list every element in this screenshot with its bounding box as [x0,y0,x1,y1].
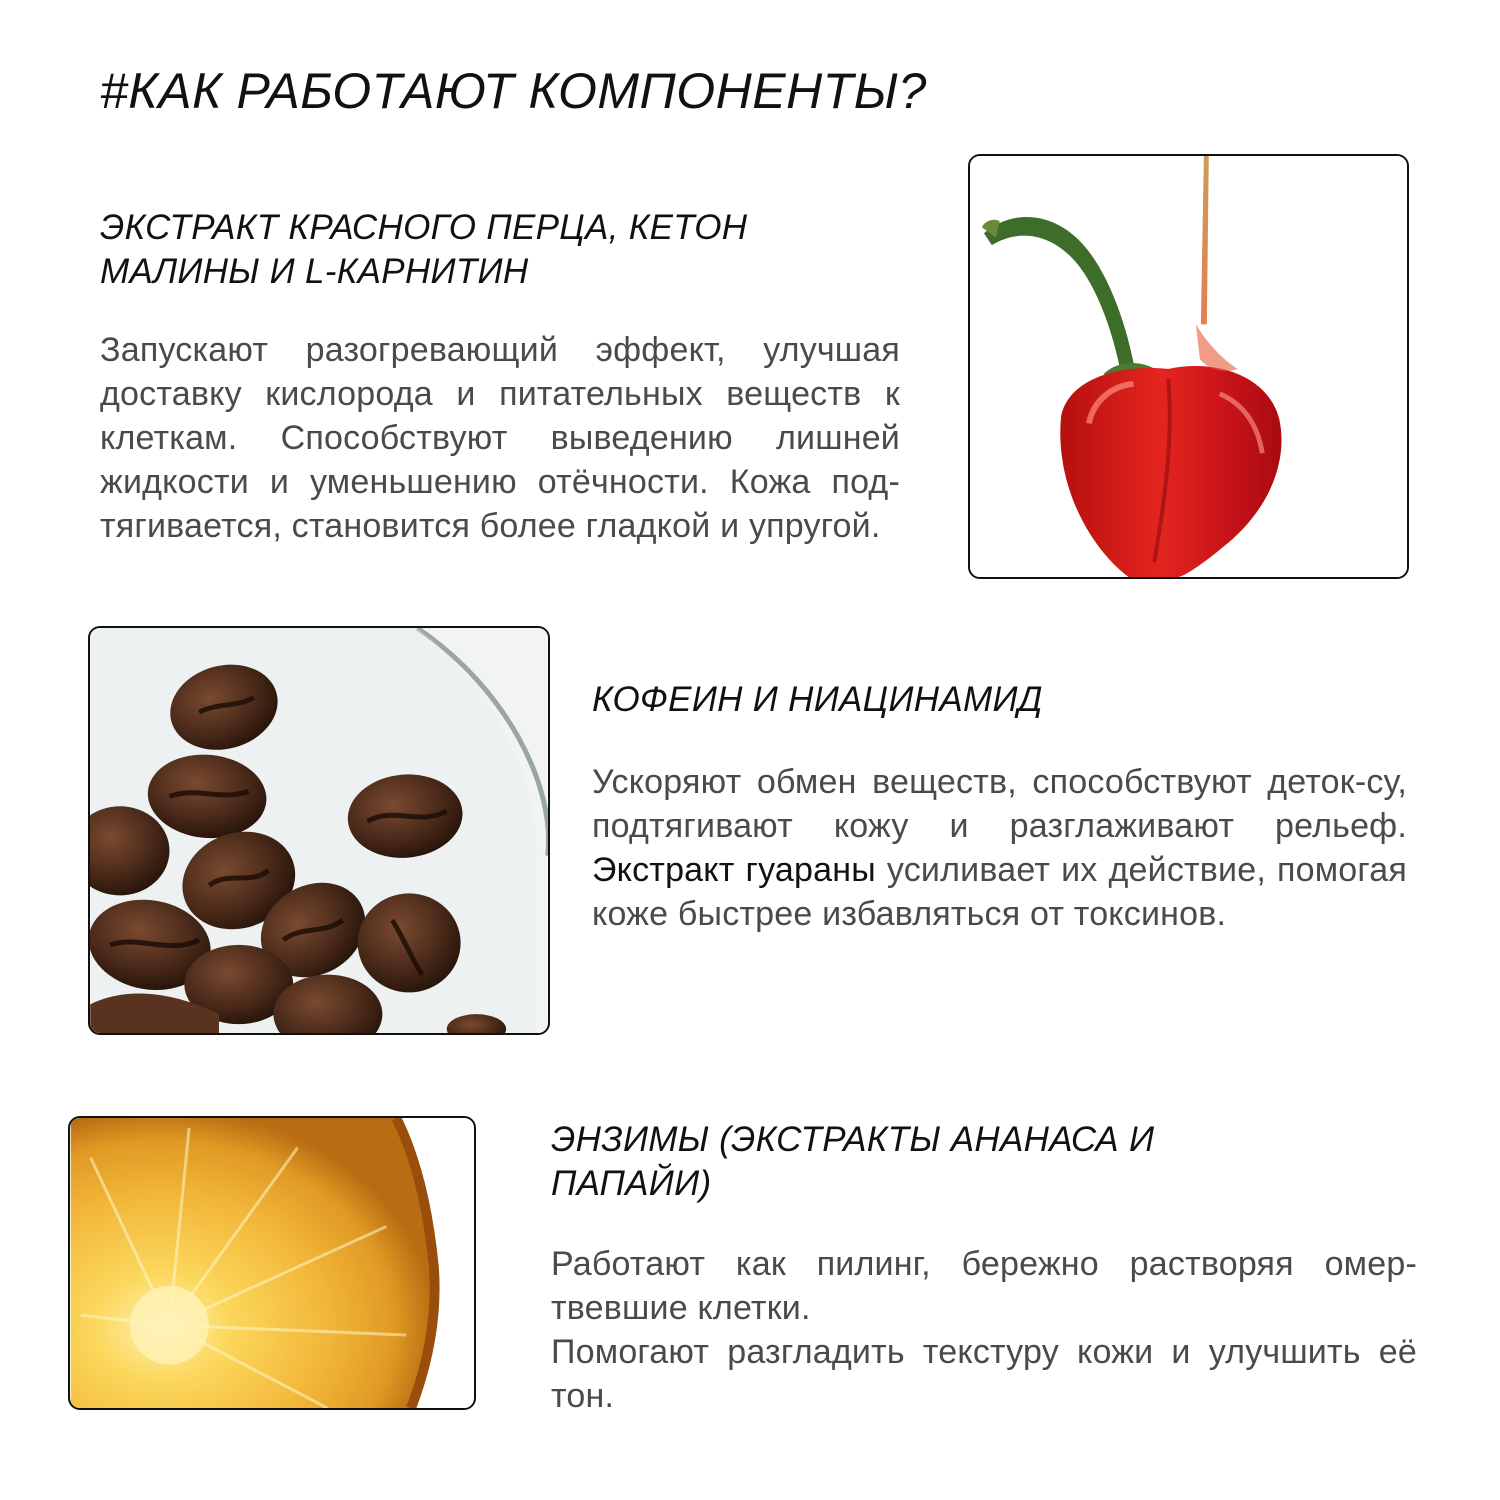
heading-line: ЭКСТРАКТ КРАСНОГО ПЕРЦА, КЕТОН [100,208,748,247]
section-body-enzymes-1: Работают как пилинг, бережно растворяя омер-твевшие клетки. [551,1245,1417,1327]
heading-line: ЭНЗИМЫ (ЭКСТРАКТЫ АНАНАСА И [551,1120,1155,1159]
section-body-pepper: Запускают разогревающий эффект, улучшая доставку кислорода и питательных веществ к клеткам. Способствуют выведению лишней жидкости и уменьшению отёчности. Кожа под-тягивается, становится более гладкой и упругой. [100,331,900,545]
coffee-beans-photo [88,626,550,1035]
pineapple-slice-photo [68,1116,476,1410]
body-text-part: усиливает их действие, помогая коже быстрее избавляться от токсинов. [592,851,1407,933]
red-pepper-photo [968,154,1409,579]
section-body-coffee [592,760,1407,936]
section-heading-enzymes [551,1118,1154,1206]
heading-line: МАЛИНЫ И L-КАРНИТИН [100,252,529,291]
pineapple-slice-icon [70,1118,474,1408]
red-pepper-icon [970,156,1407,577]
section-body-enzymes-2: Помогают разгладить текстуру кожи и улучшить её тон. [551,1333,1417,1415]
highlight-guarana: Экстракт гуараны [592,851,876,889]
heading-line: ПАПАЙИ) [551,1164,712,1203]
page-title: #КАК РАБОТАЮТ КОМПОНЕНТЫ? [100,63,927,119]
heading-line: КОФЕИН И НИАЦИНАМИД [592,680,1043,719]
section-heading-pepper [100,206,747,294]
body-text-part: Ускоряют обмен веществ, способствуют деток-су, подтягивают кожу и разглаживают рельеф. [592,763,1407,845]
section-heading-coffee [592,678,1043,722]
coffee-beans-icon [90,628,548,1033]
